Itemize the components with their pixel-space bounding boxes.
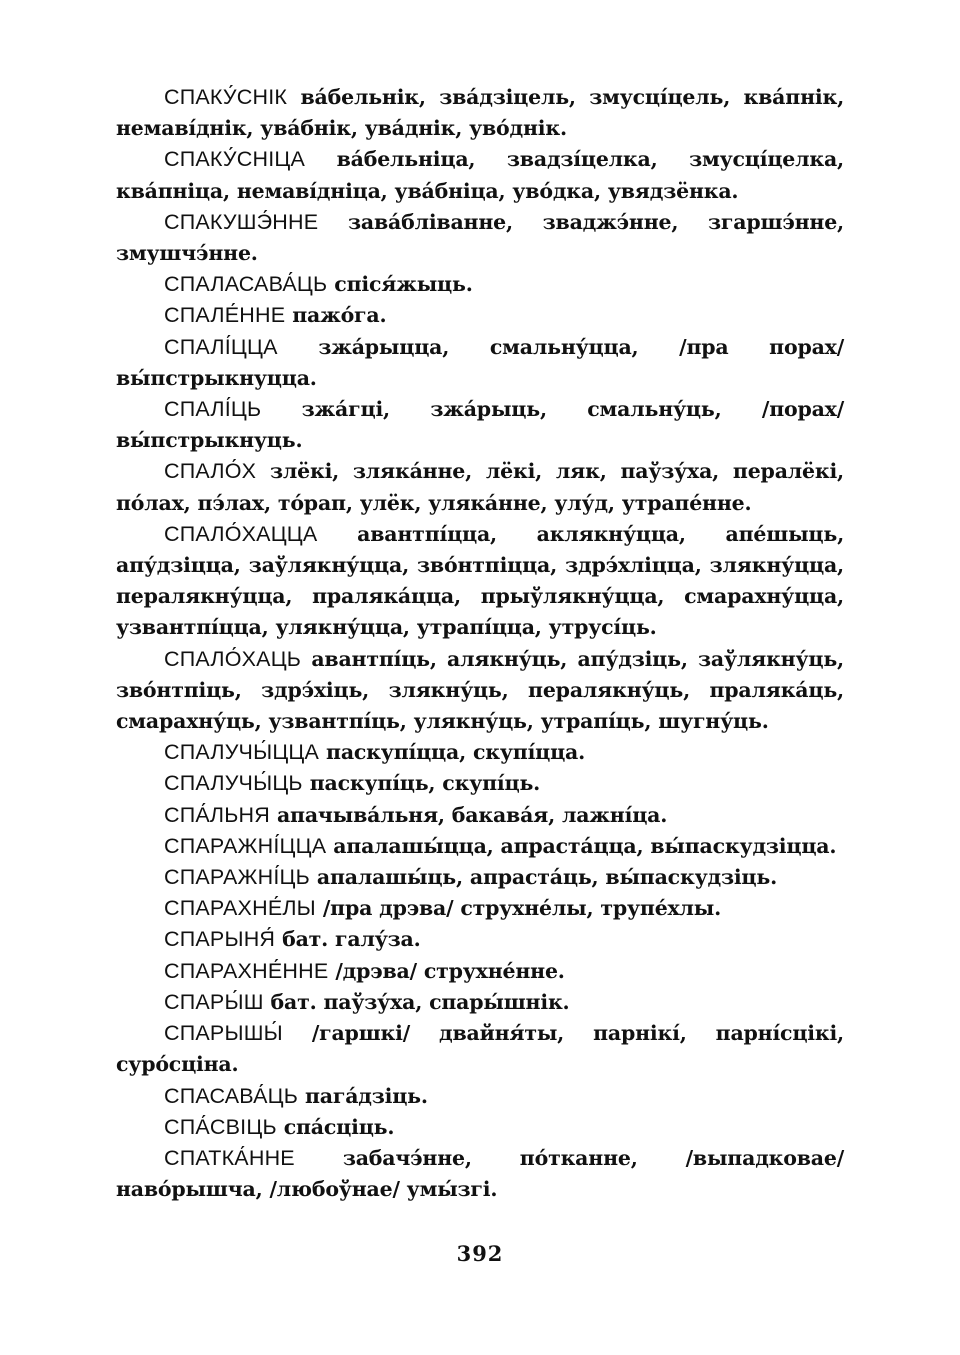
headword: СПАРЫНЯ́ — [164, 927, 276, 952]
synonyms: спа́сціць. — [283, 1114, 395, 1139]
synonyms: злёкі, зляка́нне, лёкі, ляк, паўзу́ха, пералёкі, по́лах, пэ́лах, то́рап, улёк, уляка́нне, улу́д, утрапе́нне. — [116, 459, 844, 515]
headword: СПАКУ́СНІК — [164, 85, 288, 109]
synonyms: пага́дзіць. — [304, 1083, 428, 1108]
headword: СПАРЫШЫ́ — [164, 1021, 283, 1046]
entry-spalnia — [116, 800, 844, 831]
entry-spalohacca — [116, 519, 844, 644]
headword: СПАКУШЭ́ННЕ — [164, 209, 319, 234]
entry-spalicca — [116, 332, 844, 394]
synonyms: авантпі́цца, аклякну́цца, апе́шыць, апу́дзіцца, заўлякну́цца, зво́нтпіцца, здрэ́хліцца, злякну́цца, пералякну́цца, праляка́цца, прыўлякну́цца, смарахну́цца, узвантпі́цца, улякну́цца, утрапі́цца, утрусі́ць. — [116, 521, 845, 640]
entry-spalic — [116, 394, 844, 456]
synonyms: апачыва́льня, бакава́я, лажні́ца. — [276, 802, 668, 827]
synonyms: забачэ́нне, по́тканне, /выпадковае/ наво́рышча, /любоўнае/ умы́згі. — [116, 1145, 844, 1202]
entry-spalenne — [116, 300, 844, 331]
headword: СПАРАХНЕ́ННЕ — [164, 958, 329, 983]
entry-sparynia — [116, 924, 844, 955]
entry-sparahnenne — [116, 956, 844, 987]
synonyms: бат. паўзу́ха, спары́шнік. — [270, 989, 570, 1014]
headword: СПА́СВІЦЬ — [164, 1114, 277, 1139]
entry-spaloh — [116, 456, 844, 518]
synonyms: бат. галу́за. — [282, 927, 421, 952]
entry-spaluchyc — [116, 768, 844, 799]
synonyms: зава́бліванне, зваджэ́нне, згаршэ́нне, змушчэ́нне. — [116, 209, 844, 266]
synonyms: ва́бельніца, звадзі́целка, змусці́целка, ква́пніца, немаві́дніца, ува́бніца, уво́дка, увядзёнка. — [116, 147, 844, 203]
entry-spalasavac — [116, 269, 844, 300]
entry-spasavac — [116, 1081, 844, 1112]
headword: СПАЛО́Х — [164, 459, 257, 484]
entry-sparazhnicca — [116, 831, 844, 862]
synonyms: пажо́га. — [292, 303, 387, 328]
headword: СПАКУ́СНІЦА — [164, 147, 306, 172]
headword: СПАСАВА́ЦЬ — [164, 1083, 299, 1108]
headword: СПАЛІ́ЦЦА — [164, 334, 278, 359]
entry-spasvic — [116, 1112, 844, 1143]
headword: СПАРЫ́Ш — [164, 989, 264, 1014]
headword: СПАЛІ́ЦЬ — [164, 397, 262, 422]
entry-spalohac — [116, 644, 844, 738]
entry-sparyshy — [116, 1018, 844, 1080]
headword: СПА́ЛЬНЯ — [164, 802, 270, 827]
page-number: 392 — [456, 1241, 504, 1266]
synonyms: паскупі́цца, скупі́цца. — [326, 740, 586, 765]
entry-spakusnica — [116, 144, 844, 206]
synonyms: /пра дрэва/ струхне́лы, трупе́хлы. — [322, 896, 722, 921]
entry-spakushenne — [116, 207, 844, 269]
entry-spaluchycca — [116, 737, 844, 768]
dictionary-page — [116, 82, 844, 1205]
headword: СПАЛУЧЫ́ЦЬ — [164, 771, 303, 796]
synonyms: спіся́жыць. — [334, 272, 473, 297]
headword: СПАЛУЧЫ́ЦЦА — [164, 740, 320, 765]
synonyms: /дрэва/ струхне́нне. — [335, 958, 565, 983]
headword: СПАЛО́ХАЦЦА — [164, 521, 318, 546]
headword: СПАТКА́ННЕ — [164, 1145, 295, 1170]
synonyms: авантпі́ць, алякну́ць, апу́дзіць, заўлякну́ць, зво́нтпіць, здрэ́хіць, злякну́ць, пералякну́ць, праляка́ць, смарахну́ць, узвантпі́ць, улякну́ць, утрапі́ць, шугну́ць. — [116, 646, 844, 734]
entry-spakusnik — [116, 82, 844, 144]
headword: СПАРАХНЕ́ЛЫ — [164, 896, 316, 921]
synonyms: зжа́гці, зжа́рыць, смальну́ць, /порах/ вы́пстрыкнуць. — [116, 397, 844, 453]
synonyms: зжа́рыцца, смальну́цца, /пра порах/ вы́пстрыкнуцца. — [116, 334, 844, 390]
entry-sparazhnic — [116, 862, 844, 893]
headword: СПАРАЖНІ́ЦЬ — [164, 865, 310, 890]
synonyms: апалашы́ць, апраста́ць, вы́паскудзіць. — [316, 865, 778, 890]
synonyms: ва́бельнік, зва́дзіцель, змусці́цель, ква́пнік, немаві́днік, ува́бнік, ува́днік, уво́днік. — [116, 85, 845, 141]
headword: СПАЛЕ́ННЕ — [164, 303, 286, 328]
headword: СПАРАЖНІ́ЦЦА — [164, 833, 327, 858]
synonyms: апалашы́цца, апраста́цца, вы́паскудзіцца. — [333, 833, 837, 858]
entry-spatkanne — [116, 1143, 844, 1205]
synonyms: паскупі́ць, скупі́ць. — [309, 771, 541, 796]
entry-sparysh — [116, 987, 844, 1018]
entry-sparahnely — [116, 893, 844, 924]
headword: СПАЛАСАВА́ЦЬ — [164, 272, 328, 297]
synonyms: /гаршкі/ двайня́ты, парнікі́, парні́сцікі, суро́сціна. — [116, 1021, 844, 1077]
headword: СПАЛО́ХАЦЬ — [164, 646, 302, 671]
